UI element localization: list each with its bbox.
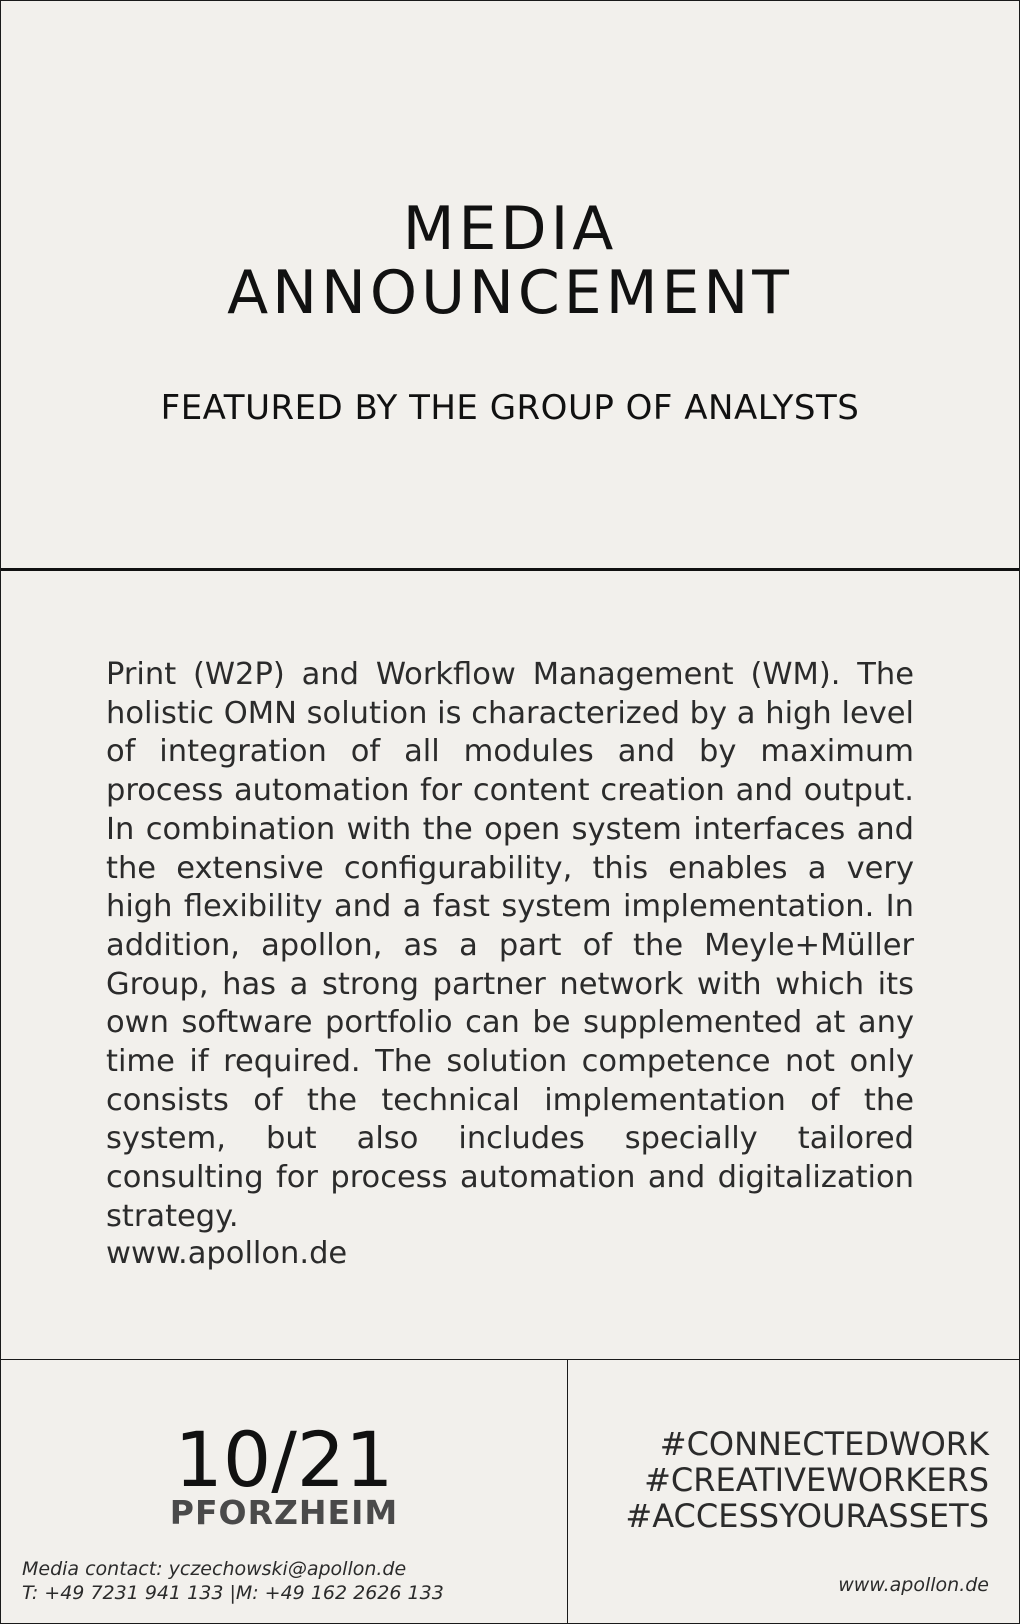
body-website-link[interactable]: www.apollon.de <box>106 1236 348 1271</box>
title-line-announcement: ANNOUNCEMENT <box>227 258 793 328</box>
release-city: PFORZHEIM <box>169 1493 399 1532</box>
contact-email-line: Media contact: yczechowski@apollon.de <box>22 1558 407 1580</box>
footer-section <box>1 1360 1019 1623</box>
header-section <box>1 1 1019 571</box>
subtitle: FEATURED BY THE GROUP OF ANALYSTS <box>160 388 860 428</box>
hashtag-accessyourassets: #ACCESSYOURASSETS <box>625 1497 989 1535</box>
release-date: 10/21 <box>174 1415 394 1504</box>
page-title <box>1 194 1019 328</box>
media-contact <box>22 1557 562 1605</box>
footer-website-link[interactable]: www.apollon.de <box>838 1574 989 1596</box>
title-line-media: MEDIA <box>402 194 618 264</box>
hashtag-list <box>567 1426 989 1534</box>
contact-phone-line: T: +49 7231 941 133 |M: +49 162 2626 133 <box>22 1582 444 1604</box>
body-paragraph: Print (W2P) and Workflow Management (WM). The holistic OMN solution is characterized by a high level of integration of all modules and by maximum process automation for content creation and output. In combination with the open system interfaces and the extensive configurability, this enables a very high flexibility and a fast system implementation. In addition, apollon, as a part of the Meyle+Müller Group, has a strong partner network with which its own software portfolio can be supplemented at any time if required. The solution competence not only consists of the technical implementation of the system, but also includes specially tailored consulting for process automation and digitalization strategy. <box>106 657 914 1234</box>
hashtag-connectedwork: #CONNECTEDWORK <box>659 1425 989 1463</box>
hashtag-creativeworkers: #CREATIVEWORKERS <box>644 1461 989 1499</box>
body-section <box>1 571 1019 1360</box>
